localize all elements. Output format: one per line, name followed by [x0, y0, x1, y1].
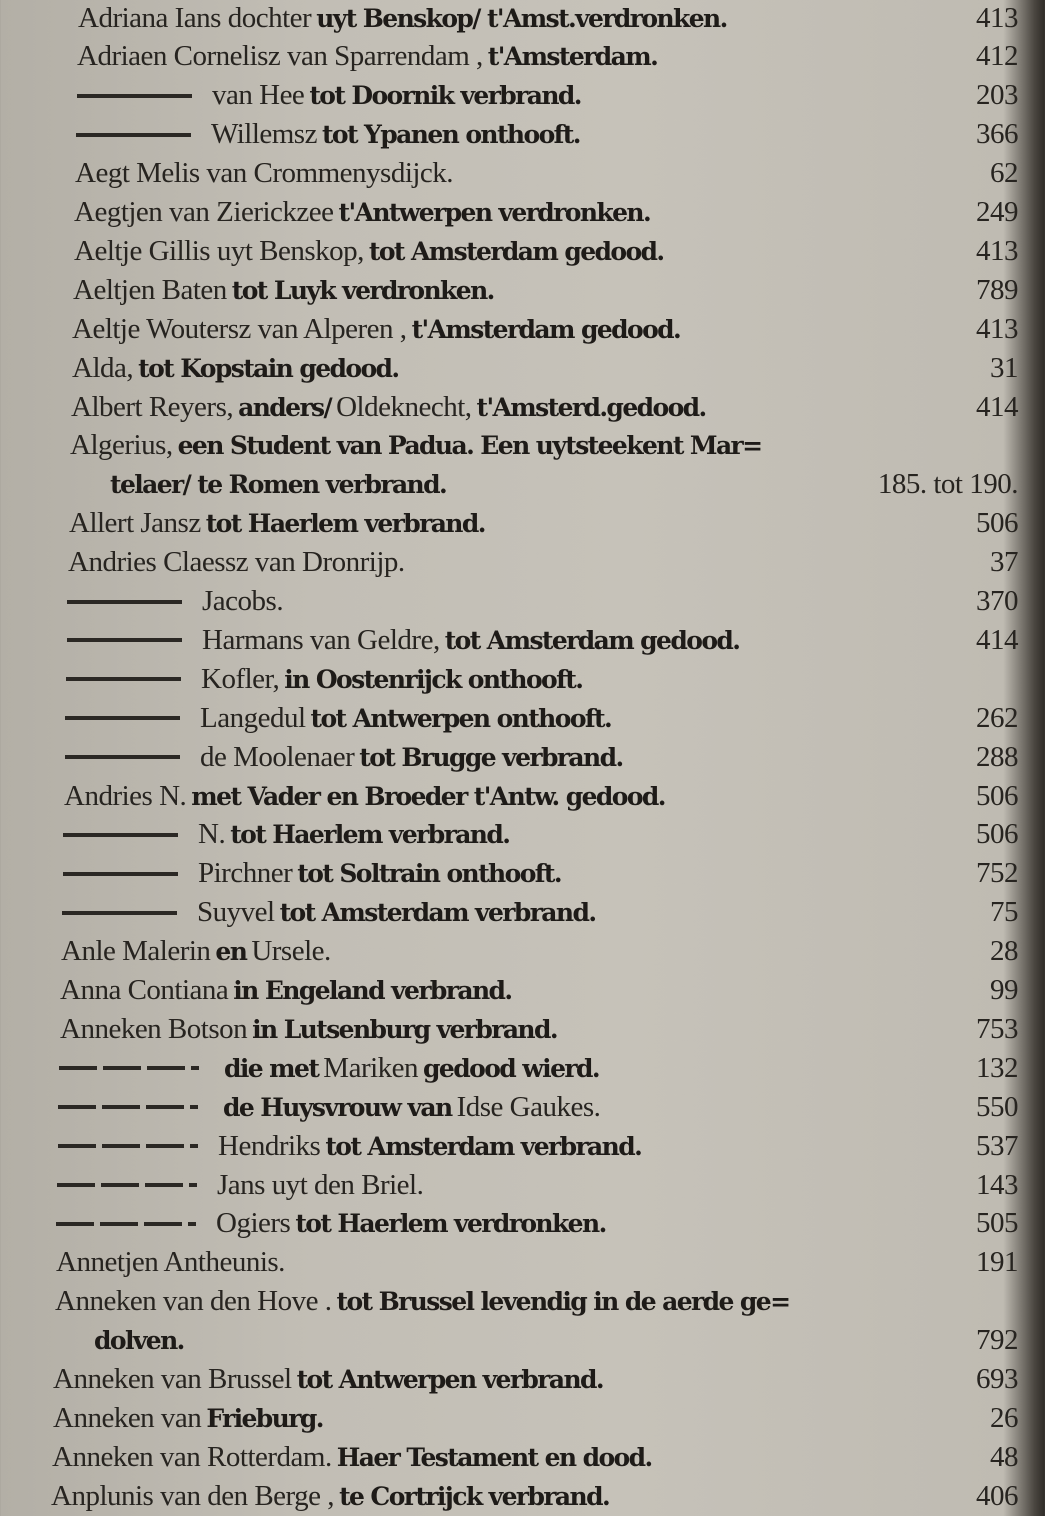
entry-name: Jans uyt den Briel. — [217, 1168, 424, 1201]
ditto-dash — [58, 1105, 198, 1109]
page-number: 414 — [976, 390, 1018, 423]
entry-name: van Hee — [212, 79, 305, 112]
page-number: 752 — [976, 857, 1018, 890]
page-number: 505 — [976, 1207, 1018, 1240]
entry-description: in Oostenrijck onthooft. — [284, 664, 583, 694]
page-number: 28 — [990, 935, 1018, 968]
page-number: 550 — [976, 1090, 1018, 1123]
entry-description: dolven. — [94, 1326, 184, 1356]
entry-name: Harmans van Geldre, — [202, 623, 440, 656]
entry-name: Aeltje Woutersz van Alperen , — [72, 312, 407, 345]
entry-description: t'Amsterdam gedood. — [411, 314, 681, 344]
entry-name: Anle Malerin — [61, 935, 211, 968]
ditto-dash — [63, 833, 178, 837]
entry-name: Anna Contiana — [60, 974, 229, 1006]
page-number: 143 — [976, 1168, 1018, 1201]
entry-name: Ogiers — [216, 1207, 291, 1240]
index-entry — [0, 309, 1020, 349]
entry-description: met Vader en Broeder t'Antw. gedood. — [191, 781, 665, 811]
page-number: 370 — [976, 585, 1018, 617]
entry-description: tot Soltrain onthooft. — [297, 859, 561, 889]
index-entry — [0, 1204, 1020, 1244]
entry-name: Pirchner — [198, 857, 293, 890]
entry-description: tot Haerlem verbrand. — [230, 820, 510, 850]
index-entry — [0, 1009, 1020, 1049]
ditto-dash — [65, 716, 180, 720]
entry-name: N. — [198, 818, 226, 851]
entry-name: Allert Jansz — [69, 507, 201, 540]
page-number: 48 — [990, 1440, 1018, 1473]
entry-name: Adriaen Cornelisz van Sparrendam , — [77, 40, 483, 73]
index-entry — [0, 698, 1020, 738]
entry-description: tot Amsterdam verbrand. — [325, 1131, 642, 1161]
entry-description: t'Amsterdam. — [487, 42, 658, 72]
index-entry — [0, 737, 1020, 777]
index-entry — [0, 1321, 1020, 1361]
page-number: 506 — [976, 507, 1018, 540]
page-number: 191 — [976, 1246, 1018, 1279]
page-number: 413 — [976, 1, 1018, 34]
entry-description: tot Amsterdam gedood. — [368, 236, 664, 266]
page-number: 99 — [990, 974, 1018, 1006]
entry-name: Hendriks — [218, 1129, 321, 1162]
entry-name: Mariken — [323, 1051, 419, 1084]
page-number: 75 — [990, 896, 1018, 929]
entry-description: tot Amsterdam verbrand. — [279, 898, 596, 928]
entry-name: Algerius, — [70, 429, 173, 462]
entry-description: in Lutsenburg verbrand. — [252, 1014, 557, 1044]
index-entry — [0, 776, 1020, 816]
ditto-dash — [62, 911, 177, 915]
index-entry — [0, 659, 1020, 699]
page-number: 537 — [976, 1129, 1018, 1162]
page-number: 62 — [990, 157, 1018, 190]
ditto-dash — [57, 1183, 197, 1187]
entry-description: die met — [224, 1053, 319, 1083]
entry-name: Aeltje Gillis uyt Benskop, — [74, 234, 364, 267]
entry-description: telaer/ te Romen verbrand. — [110, 470, 447, 500]
index-entry — [0, 1048, 1020, 1088]
page-number: 789 — [976, 273, 1018, 306]
entry-name: Suyvel — [197, 896, 275, 929]
entry-name: Anneken van den Hove . — [55, 1285, 332, 1318]
index-entry — [0, 543, 1020, 583]
index-entry — [0, 1282, 1020, 1322]
ditto-dash — [58, 1144, 198, 1148]
index-entry — [0, 76, 1020, 116]
entry-description: tot Haerlem verbrand. — [205, 509, 485, 539]
ditto-dash — [63, 872, 178, 876]
entry-name: Jacobs. — [202, 585, 284, 617]
index-entry — [0, 620, 1020, 660]
entry-name: Anneken van Brussel — [53, 1363, 292, 1395]
entry-name: Oldeknecht, — [336, 390, 472, 423]
index-entry — [0, 815, 1020, 855]
index-entry — [0, 37, 1020, 77]
entry-name: Anneken Botson — [60, 1012, 248, 1045]
index-entry — [0, 1476, 1020, 1516]
entry-description: tot Antwerpen onthooft. — [310, 703, 612, 733]
page-number: 185. tot 190. — [877, 468, 1018, 501]
page-number: 262 — [976, 701, 1018, 734]
entry-description: tot Brussel levendig in de aerde ge= — [336, 1287, 790, 1317]
entry-description: en — [215, 937, 247, 967]
entry-description: Frieburg. — [206, 1403, 323, 1433]
index-entry — [0, 971, 1020, 1011]
index-entry — [0, 115, 1020, 155]
index-entry — [0, 387, 1020, 427]
entry-description: gedood wierd. — [423, 1053, 599, 1083]
page-number: 366 — [976, 118, 1018, 151]
entry-name: de Moolenaer — [200, 740, 355, 773]
ditto-dash — [65, 755, 180, 759]
page-number: 506 — [976, 779, 1018, 812]
entry-name: Alda, — [72, 351, 134, 384]
ditto-dash — [66, 677, 181, 681]
entry-description: t'Amsterd.gedood. — [476, 392, 706, 422]
entry-description: een Student van Padua. Een uytsteekent Mar= — [177, 431, 762, 461]
ditto-dash — [77, 94, 192, 98]
page-number: 414 — [976, 623, 1018, 656]
entry-description: t'Antwerpen verdronken. — [338, 198, 651, 227]
page-number: 37 — [990, 546, 1018, 579]
entry-description: tot Kopstain gedood. — [138, 353, 399, 383]
ditto-dash — [67, 638, 182, 642]
index-entry — [0, 231, 1020, 271]
page-number: 288 — [976, 740, 1018, 773]
entry-name: Albert Reyers, — [71, 390, 234, 423]
index-entry — [0, 1360, 1020, 1400]
index-entry — [0, 270, 1020, 310]
ditto-dash — [59, 1066, 199, 1070]
page-number: 413 — [976, 312, 1018, 345]
page-number: 132 — [976, 1051, 1018, 1084]
index-entry — [0, 893, 1020, 933]
index-entry — [0, 1087, 1020, 1127]
entry-name: Anneken van Rotterdam. — [52, 1440, 332, 1473]
entry-description: tot Antwerpen verbrand. — [296, 1365, 604, 1394]
page-number: 406 — [976, 1479, 1018, 1512]
page-number: 506 — [976, 818, 1018, 851]
index-entry — [0, 426, 1020, 466]
page-number: 413 — [976, 234, 1018, 267]
entry-name: Ursele. — [251, 935, 331, 968]
ditto-dash — [67, 600, 182, 604]
index-entry — [0, 0, 1020, 38]
page-number: 31 — [990, 351, 1018, 384]
index-entry — [0, 1398, 1020, 1438]
entry-description: tot Luyk verdronken. — [231, 275, 494, 305]
index-entry — [0, 1165, 1020, 1205]
index-entry — [0, 193, 1020, 233]
entry-name: Andries Claessz van Dronrijp. — [68, 546, 405, 579]
index-entry — [0, 154, 1020, 194]
page-number: 693 — [976, 1363, 1018, 1395]
ditto-dash — [56, 1222, 196, 1226]
page-number: 26 — [990, 1401, 1018, 1434]
entry-name: Idse Gaukes. — [456, 1090, 601, 1123]
index-entry — [0, 582, 1020, 622]
page-number: 792 — [976, 1324, 1018, 1357]
ditto-dash — [76, 133, 191, 137]
entry-description: tot Ypanen onthooft. — [321, 120, 580, 150]
entry-name: Anneken van — [53, 1401, 202, 1434]
entry-description: tot Doornik verbrand. — [309, 81, 581, 111]
index-entry — [0, 504, 1020, 544]
entry-description: anders/ — [238, 392, 332, 422]
entry-description: tot Haerlem verdronken. — [295, 1209, 606, 1239]
entry-name: Andries N. — [64, 779, 187, 812]
entry-name: Willemsz — [211, 118, 317, 151]
entry-description: te Cortrijck verbrand. — [339, 1481, 610, 1511]
page-number: 203 — [976, 79, 1018, 112]
index-entry — [0, 854, 1020, 894]
entry-name: Langedul — [200, 701, 306, 734]
entry-name: Kofler, — [201, 662, 280, 695]
index-entry — [0, 348, 1020, 388]
entry-description: uyt Benskop/ t'Amst.verdronken. — [316, 3, 727, 33]
entry-name: Aegtjen van Zierickzee — [74, 196, 334, 228]
entry-description: tot Amsterdam gedood. — [444, 625, 740, 655]
entry-name: Aegt Melis van Crommenysdijck. — [75, 157, 454, 190]
entry-name: Anplunis van den Berge , — [51, 1479, 335, 1512]
index-entry — [0, 1437, 1020, 1477]
entry-name: Adriana Ians dochter — [78, 1, 312, 34]
index-entry — [0, 932, 1020, 972]
entry-name: Annetjen Antheunis. — [56, 1246, 285, 1279]
index-entry — [0, 1243, 1020, 1283]
entry-name: Aeltjen Baten — [73, 273, 227, 306]
entry-description: Haer Testament en dood. — [336, 1442, 652, 1472]
page-number: 249 — [976, 196, 1018, 228]
page-number: 412 — [976, 40, 1018, 73]
entry-description: de Huysvrouw van — [223, 1092, 452, 1122]
entry-description: tot Brugge verbrand. — [359, 742, 623, 772]
page-number: 753 — [976, 1012, 1018, 1045]
index-entry — [0, 465, 1020, 505]
entry-description: in Engeland verbrand. — [233, 976, 512, 1005]
index-entry — [0, 1126, 1020, 1166]
